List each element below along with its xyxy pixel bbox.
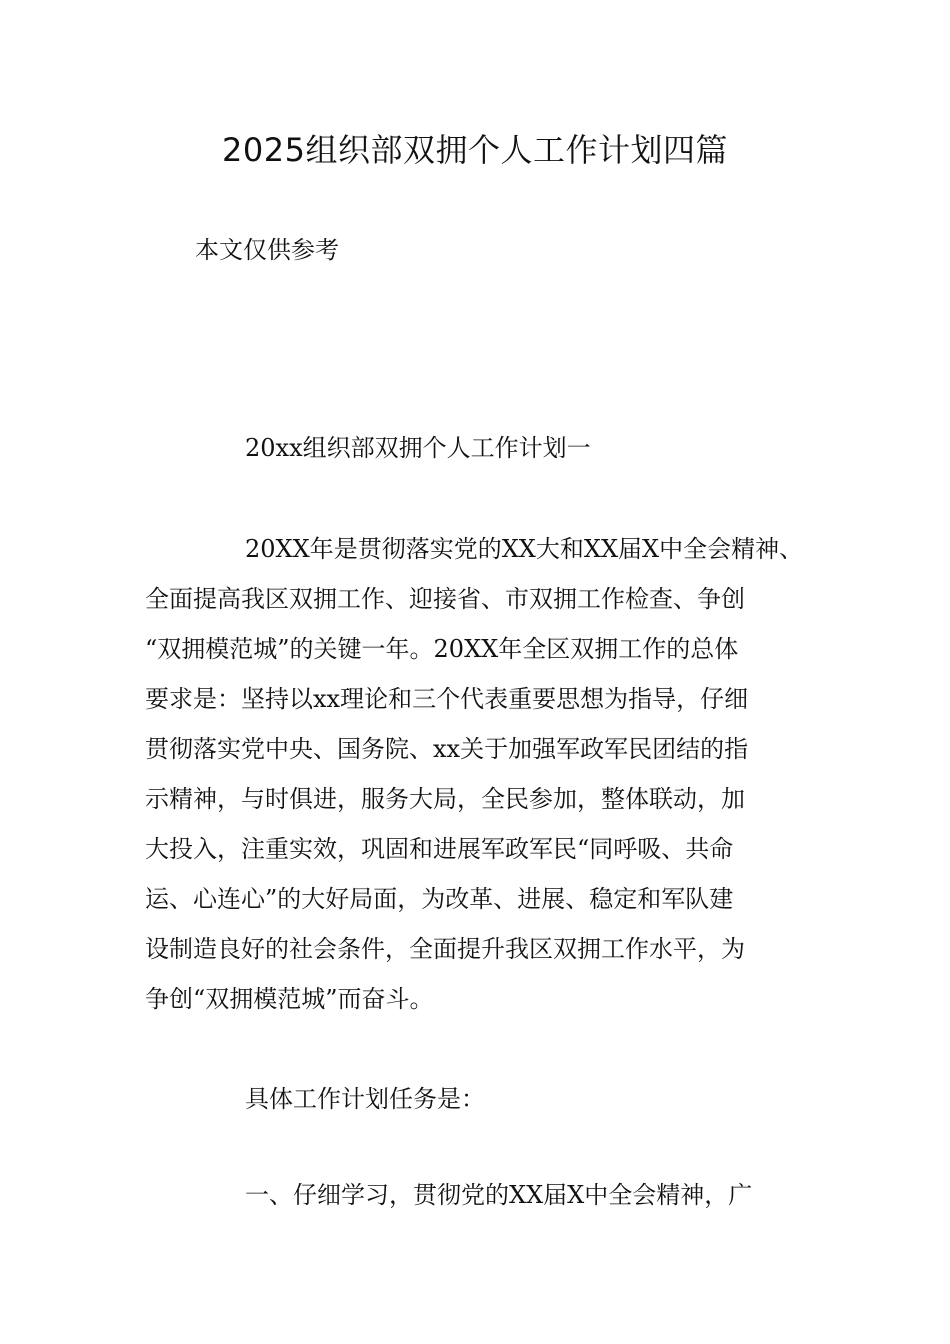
paragraph-tasks-intro	[145, 1074, 835, 1124]
section-heading: 20xx组织部双拥个人工作计划一	[245, 434, 591, 462]
paragraph-overview	[145, 524, 835, 1024]
paragraph-task-one	[145, 1170, 835, 1220]
paragraph-line: 具体工作计划任务是：	[245, 1085, 485, 1113]
paragraph-line: 大投入，注重实效，巩固和进展军政军民“同呼吸、共命	[145, 835, 734, 863]
reference-note: 本文仅供参考	[195, 236, 339, 264]
paragraph-line: 要求是：坚持以xx理论和三个代表重要思想为指导，仔细	[145, 685, 749, 713]
paragraph-line: 20XX年是贯彻落实党的XX大和XX届X中全会精神、	[245, 535, 804, 563]
paragraph-line: 设制造良好的社会条件，全面提升我区双拥工作水平，为	[145, 935, 745, 963]
document-title: 2025组织部双拥个人工作计划四篇	[222, 131, 728, 169]
paragraph-line: “双拥模范城”的关键一年。20XX年全区双拥工作的总体	[145, 635, 739, 663]
paragraph-line: 运、心连心”的大好局面，为改革、进展、稳定和军队建	[145, 885, 734, 913]
paragraph-line: 争创“双拥模范城”而奋斗。	[145, 985, 434, 1013]
paragraph-line: 全面提高我区双拥工作、迎接省、市双拥工作检查、争创	[145, 585, 745, 613]
paragraph-line: 示精神，与时俱进，服务大局，全民参加，整体联动，加	[145, 785, 745, 813]
paragraph-line: 贯彻落实党中央、国务院、xx关于加强军政军民团结的指	[145, 735, 749, 763]
paragraph-line: 一、仔细学习，贯彻党的XX届X中全会精神，广	[245, 1181, 753, 1209]
